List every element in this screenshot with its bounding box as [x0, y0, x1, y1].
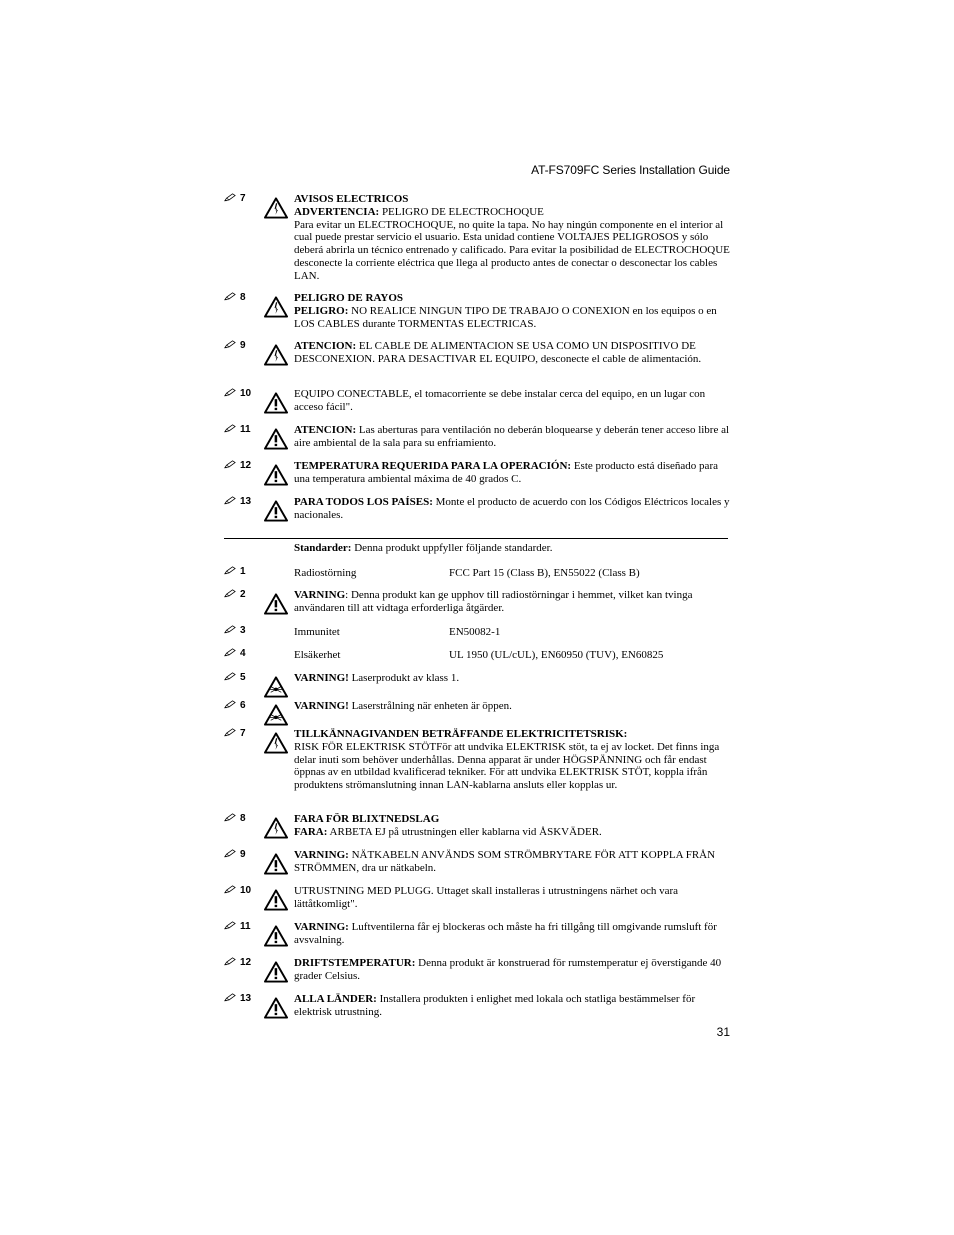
item-number-label: 3: [240, 625, 246, 636]
pen-icon: [224, 496, 236, 506]
caution-icon: [264, 925, 288, 947]
item-bold-lead: ADVERTENCIA:: [294, 205, 380, 218]
item-number: [224, 813, 264, 825]
standard-value: EN50082-1: [449, 626, 501, 638]
item-text: [294, 921, 730, 947]
caution-icon: [264, 392, 288, 414]
standard-label: Elsäkerhet: [294, 649, 341, 661]
item-body: EL CABLE DE ALIMENTACION SE USA COMO UN DISPOSITIVO DE DESCONEXION. PARA DESACTIVAR EL EQUIPO, desconecte el cable de alimentación.: [294, 340, 702, 365]
item-paragraph: [294, 340, 730, 366]
item-number-label: 1: [240, 566, 246, 577]
pen-icon: [224, 921, 236, 931]
item-body: Laserstrålning när enheten är öppen.: [348, 700, 512, 712]
intro-bold: Standarder:: [294, 542, 352, 554]
item-bold-lead: ATENCION:: [294, 340, 357, 352]
laser-warning-icon: [264, 676, 288, 698]
standard-label: Immunitet: [294, 626, 340, 638]
item-number-label: 9: [240, 849, 246, 860]
item-number-label: 13: [240, 496, 252, 507]
electric-warning-icon: [264, 732, 288, 754]
item-text: [294, 649, 730, 662]
laser-warning-icon: [264, 704, 288, 726]
item-bold-lead: PARA TODOS LOS PAÍSES:: [294, 496, 433, 508]
item-number-label: 9: [240, 340, 246, 351]
pen-icon: [224, 993, 236, 1003]
pen-icon: [224, 424, 236, 434]
item-body: Luftventilerna får ej blockeras och måste ha fri tillgång till omgivande rumsluft för avsvalning.: [294, 921, 717, 946]
item-body: Monte el producto de acuerdo con los Códigos Eléctricos locales y nacionales.: [294, 496, 730, 521]
item-number-label: 12: [240, 460, 252, 471]
item-text: [294, 424, 730, 450]
item-number-label: 13: [240, 993, 252, 1004]
item-number-label: 7: [240, 193, 246, 204]
pen-icon: [224, 388, 236, 398]
item-paragraph: [294, 672, 730, 685]
item-number: [224, 566, 264, 578]
item-text: [294, 567, 730, 580]
item-paragraph: [294, 424, 730, 450]
item-number: [224, 993, 264, 1005]
item-bold-lead: PELIGRO:: [294, 304, 349, 317]
pen-icon: [224, 625, 236, 635]
item-bold-lead: TEMPERATURA REQUERIDA PARA LA OPERACIÓN:: [294, 460, 572, 472]
electric-warning-icon: [264, 344, 288, 366]
caution-icon: [264, 997, 288, 1019]
item-paragraph: [294, 206, 730, 219]
standard-value: UL 1950 (UL/cUL), EN60950 (TUV), EN60825: [449, 649, 664, 661]
item-paragraph: [294, 741, 730, 792]
standard-value: FCC Part 15 (Class B), EN55022 (Class B): [449, 567, 640, 579]
item-paragraph: [294, 292, 730, 305]
item-body: Este producto está diseñado para una temperatura ambiental máxima de 40 grados C.: [294, 460, 718, 485]
item-number-label: 7: [240, 728, 246, 739]
pen-icon: [224, 589, 236, 599]
item-text: [294, 340, 730, 366]
caution-icon: [264, 500, 288, 522]
item-number-label: 2: [240, 589, 246, 600]
item-number: [224, 921, 264, 933]
item-body: NO REALICE NINGUN TIPO DE TRABAJO O CONEXION en los equipos o en LOS CABLES durante TORMENTAS ELECTRICAS.: [294, 304, 717, 330]
item-number: [224, 496, 264, 508]
item-number: [224, 340, 264, 352]
pen-icon: [224, 648, 236, 658]
pen-icon: [224, 957, 236, 967]
item-paragraph: [294, 728, 730, 741]
item-number: [224, 728, 264, 740]
pen-icon: [224, 728, 236, 738]
caution-icon: [264, 853, 288, 875]
pen-icon: [224, 672, 236, 682]
item-bold-lead: VARNING!: [294, 672, 349, 684]
caution-icon: [264, 889, 288, 911]
item-body: Laserprodukt av klass 1.: [348, 672, 460, 684]
item-bold-lead: VARNING:: [294, 921, 349, 933]
item-text: [294, 728, 730, 792]
item-paragraph: [294, 826, 730, 839]
item-body: ARBETA EJ på utrustningen eller kablarna vid ÅSKVÄDER.: [327, 825, 602, 838]
item-body: : Denna produkt kan ge upphov till radiostörningar i hemmet, vilket kan tvinga användaren till att vidtaga erforderliga åtgärder.: [294, 589, 693, 614]
item-text: [294, 849, 730, 875]
item-bold-lead: ATENCION:: [294, 424, 357, 436]
item-number: [224, 700, 264, 712]
item-bold-lead: FARA FÖR BLIXTNEDSLAG: [294, 813, 440, 825]
item-number: [224, 625, 264, 637]
item-paragraph: [294, 460, 730, 486]
pen-icon: [224, 340, 236, 350]
caution-icon: [264, 464, 288, 486]
item-text: [294, 700, 730, 713]
item-number-label: 10: [240, 388, 252, 399]
standard-label: Radiostörning: [294, 567, 357, 579]
item-body: EQUIPO CONECTABLE, el tomacorriente se debe instalar cerca del equipo, en un lugar con acceso fácil".: [294, 388, 706, 413]
item-text: [294, 672, 730, 685]
item-paragraph: [294, 496, 730, 522]
section-divider: [224, 538, 728, 539]
item-number-label: 11: [240, 424, 251, 435]
item-bold-lead: VARNING: [294, 589, 346, 601]
item-bold-lead: PELIGRO DE RAYOS: [294, 292, 404, 304]
item-paragraph: [294, 849, 730, 875]
pen-icon: [224, 460, 236, 470]
item-body: Para evitar un ELECTROCHOQUE, no quite la tapa. No hay ningún componente en el interior al cual puede prestar servicio el usuario. Esta unidad contiene VOLTAJES PELIGROSOS y sólo deberá abrirla un técnico entrenado y calificado. Para evitar la posibilidad de ELECTROCHOQUE desconecte la corriente eléctrica que llega al producto antes de conectar o desconectar los cables LAN.: [294, 218, 730, 282]
item-number-label: 8: [240, 813, 246, 824]
item-number-label: 4: [240, 648, 246, 659]
item-number: [224, 648, 264, 660]
item-number: [224, 589, 264, 601]
item-paragraph: [294, 219, 730, 283]
item-bold-lead: AVISOS ELECTRICOS: [294, 193, 409, 205]
pen-icon: [224, 566, 236, 576]
electric-warning-icon: [264, 296, 288, 318]
item-number: [224, 460, 264, 472]
item-text: [294, 193, 730, 283]
item-body: Installera produkten i enlighet med lokala och statliga bestämmelser för elektrisk utrustning.: [294, 993, 696, 1018]
electric-warning-icon: [264, 197, 288, 219]
item-text: [294, 993, 730, 1019]
item-paragraph: [294, 388, 730, 414]
pen-icon: [224, 885, 236, 895]
item-paragraph: [294, 885, 730, 911]
item-paragraph: [294, 993, 730, 1019]
caution-icon: [264, 961, 288, 983]
item-paragraph: [294, 921, 730, 947]
standards-intro-text: [294, 542, 730, 555]
item-bold-lead: DRIFTSTEMPERATUR:: [294, 957, 416, 969]
item-body: PELIGRO DE ELECTROCHOQUE: [379, 205, 544, 218]
item-text: [294, 589, 730, 615]
item-text: [294, 292, 730, 330]
item-body: Las aberturas para ventilación no deberán bloquearse y deberán tener acceso libre al aire ambiental de la sala para su enfriamiento.: [294, 424, 730, 449]
item-bold-lead: VARNING!: [294, 700, 349, 712]
item-bold-lead: TILLKÄNNAGIVANDEN BETRÄFFANDE ELEKTRICITETSRISK:: [294, 728, 628, 740]
item-number: [224, 292, 264, 304]
item-number-label: 11: [240, 921, 251, 932]
item-bold-lead: VARNING:: [294, 849, 349, 861]
item-bold-lead: ALLA LÄNDER:: [294, 993, 377, 1005]
item-body: NÄTKABELN ANVÄNDS SOM STRÖMBRYTARE FÖR ATT KOPPLA FRÅN STRÖMMEN, dra ur nätkabeln.: [294, 849, 716, 874]
pen-icon: [224, 813, 236, 823]
pen-icon: [224, 849, 236, 859]
caution-icon: [264, 593, 288, 615]
running-header: AT-FS709FC Series Installation Guide: [531, 163, 730, 177]
item-number: [224, 957, 264, 969]
item-body: Denna produkt är konstruerad för rumstemperatur ej överstigande 40 grader Celsius.: [294, 957, 722, 982]
electric-warning-icon: [264, 817, 288, 839]
pen-icon: [224, 292, 236, 302]
page-number: 31: [716, 1025, 730, 1039]
pen-icon: [224, 193, 236, 203]
item-number: [224, 193, 264, 205]
item-text: [294, 885, 730, 911]
item-body: UTRUSTNING MED PLUGG. Uttaget skall installeras i utrustningens närhet och vara lättåtkomligt".: [294, 885, 679, 910]
item-number-label: 6: [240, 700, 246, 711]
item-paragraph: [294, 813, 730, 826]
item-body: RISK FÖR ELEKTRISK STÖTFör att undvika ELEKTRISK stöt, ta ej av locket. Det finns inga delar inuti som behöver underhållas. Denna apparat är under HÖGSPÄNNING och får endast öppnas av en utbildad kvalificerad tekniker. För att undvika ELEKTRISK STÖT, koppla ifrån produktens strömanslutning innan LAN-kablarna ansluts eller kopplas ur.: [294, 740, 720, 792]
item-text: [294, 813, 730, 839]
item-text: [294, 496, 730, 522]
item-text: [294, 388, 730, 414]
item-paragraph: [294, 193, 730, 206]
item-number-label: 8: [240, 292, 246, 303]
item-number: [224, 424, 264, 436]
intro-text: Denna produkt uppfyller följande standarder.: [351, 542, 553, 554]
item-number: [224, 849, 264, 861]
item-text: [294, 626, 730, 639]
item-text: [294, 957, 730, 983]
item-paragraph: [294, 589, 730, 615]
item-number-label: 12: [240, 957, 252, 968]
item-text: [294, 460, 730, 486]
item-number: [224, 672, 264, 684]
pen-icon: [224, 700, 236, 710]
item-paragraph: [294, 305, 730, 331]
item-number: [224, 388, 264, 400]
item-number-label: 10: [240, 885, 252, 896]
caution-icon: [264, 428, 288, 450]
item-paragraph: [294, 700, 730, 713]
item-number-label: 5: [240, 672, 246, 683]
item-number: [224, 885, 264, 897]
item-paragraph: [294, 957, 730, 983]
item-bold-lead: FARA:: [294, 825, 328, 838]
